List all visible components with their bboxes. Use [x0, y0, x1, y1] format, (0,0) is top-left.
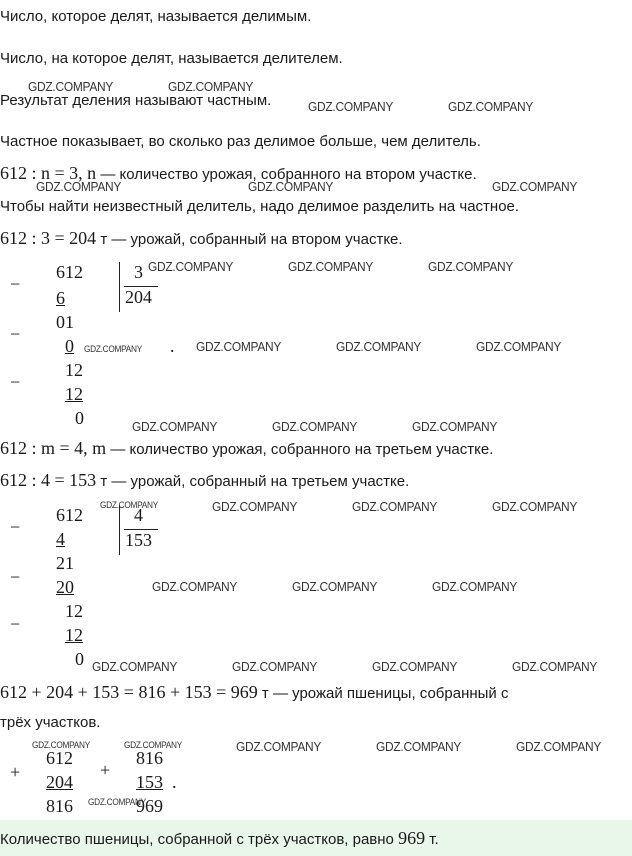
- minus-sign: −: [10, 614, 21, 634]
- result-text: т — урожай, собранный на третьем участке.: [96, 473, 410, 490]
- watermark: GDZ.COMPANY: [124, 740, 183, 750]
- subtrahend: 6: [56, 288, 65, 308]
- watermark: GDZ.COMPANY: [476, 339, 562, 354]
- addend: 612: [46, 748, 73, 768]
- watermark: GDZ.COMPANY: [100, 500, 159, 510]
- division-bar: [119, 262, 120, 312]
- watermark: GDZ.COMPANY: [236, 739, 322, 754]
- watermark: GDZ.COMPANY: [372, 659, 458, 674]
- divisor: 4: [134, 505, 143, 525]
- watermark: GDZ.COMPANY: [272, 419, 358, 434]
- result-text: т — урожай, собранный на втором участке.: [96, 231, 403, 248]
- minus-sign: −: [10, 324, 21, 344]
- watermark: GDZ.COMPANY: [512, 659, 598, 674]
- addend: 204: [46, 772, 73, 792]
- watermark: GDZ.COMPANY: [88, 797, 147, 807]
- watermark: GDZ.COMPANY: [36, 179, 122, 194]
- result-math: 612 : 4 = 153: [0, 470, 97, 490]
- remainder: 12: [65, 601, 83, 621]
- rule-quotient: Результат деления называют частным.: [0, 92, 272, 109]
- rule-divisor: Число, на которое делят, называется делителем.: [0, 50, 343, 67]
- watermark: GDZ.COMPANY: [428, 259, 514, 274]
- watermark: GDZ.COMPANY: [28, 79, 114, 94]
- watermark: GDZ.COMPANY: [212, 499, 298, 514]
- watermark: GDZ.COMPANY: [336, 339, 422, 354]
- answer-value: 969: [398, 828, 426, 848]
- remainder: 01: [56, 312, 74, 332]
- sum: 816: [46, 796, 73, 816]
- rule-quotient-meaning: Частное показывает, во сколько раз делимое больше, чем делитель.: [0, 133, 481, 150]
- result-third-plot: [0, 470, 409, 491]
- equation-math: 612 : m = 4, m: [0, 438, 107, 458]
- dividend: 612: [56, 262, 83, 282]
- remainder: 12: [65, 360, 83, 380]
- equation-text: — количество урожая, собранного на третьем участке.: [106, 441, 494, 458]
- watermark: GDZ.COMPANY: [288, 259, 374, 274]
- watermark: GDZ.COMPANY: [292, 579, 378, 594]
- subtrahend: 0: [65, 336, 74, 356]
- watermark: GDZ.COMPANY: [152, 579, 238, 594]
- period: .: [170, 336, 175, 356]
- watermark: GDZ.COMPANY: [196, 339, 282, 354]
- watermark: GDZ.COMPANY: [248, 179, 334, 194]
- addend: 816: [136, 748, 163, 768]
- subtrahend: 12: [65, 384, 83, 404]
- total-equation-cont: трёх участков.: [0, 714, 101, 731]
- answer: [0, 828, 439, 849]
- period: .: [172, 772, 177, 792]
- addend: 153: [136, 772, 163, 792]
- minus-sign: −: [10, 517, 21, 537]
- subtrahend: 20: [56, 577, 74, 597]
- watermark: GDZ.COMPANY: [516, 739, 602, 754]
- division-bar: [119, 505, 120, 555]
- watermark: GDZ.COMPANY: [32, 740, 91, 750]
- minus-sign: −: [10, 567, 21, 587]
- watermark: GDZ.COMPANY: [492, 179, 578, 194]
- watermark: GDZ.COMPANY: [376, 739, 462, 754]
- dividend: 612: [56, 505, 83, 525]
- watermark: GDZ.COMPANY: [132, 419, 218, 434]
- result-second-plot: [0, 228, 403, 249]
- watermark: GDZ.COMPANY: [308, 99, 394, 114]
- final-remainder: 0: [75, 408, 84, 428]
- watermark: GDZ.COMPANY: [448, 99, 534, 114]
- answer-text: Количество пшеницы, собранной с трёх участков, равно: [0, 831, 399, 848]
- total-text: т — урожай пшеницы, собранный с: [257, 685, 509, 702]
- total-math: 612 + 204 + 153 = 816 + 153 = 969: [0, 682, 258, 702]
- minus-sign: −: [10, 372, 21, 392]
- equation-math: 612 : n = 3, n: [0, 163, 97, 183]
- plus-sign: +: [100, 760, 111, 780]
- subtrahend: 4: [56, 529, 65, 549]
- watermark: GDZ.COMPANY: [432, 579, 518, 594]
- subtrahend: 12: [65, 625, 83, 645]
- sum: 969: [136, 796, 163, 816]
- watermark: GDZ.COMPANY: [84, 344, 143, 354]
- watermark: GDZ.COMPANY: [92, 659, 178, 674]
- quotient: 153: [125, 530, 152, 550]
- equation-third-plot: [0, 438, 493, 459]
- rule-dividend: Число, которое делят, называется делимым.: [0, 8, 312, 25]
- plus-sign: +: [10, 762, 21, 782]
- watermark: GDZ.COMPANY: [352, 499, 438, 514]
- result-math: 612 : 3 = 204: [0, 228, 97, 248]
- rule-unknown-divisor: Чтобы найти неизвестный делитель, надо делимое разделить на частное.: [0, 198, 520, 215]
- watermark: GDZ.COMPANY: [232, 659, 318, 674]
- divisor: 3: [134, 262, 143, 282]
- remainder: 21: [56, 553, 74, 573]
- final-remainder: 0: [75, 649, 84, 669]
- watermark: GDZ.COMPANY: [412, 419, 498, 434]
- equation-text: — количество урожая, собранного на втором участке.: [96, 166, 477, 183]
- watermark: GDZ.COMPANY: [148, 259, 234, 274]
- total-equation: [0, 682, 508, 703]
- watermark: GDZ.COMPANY: [492, 499, 578, 514]
- minus-sign: −: [10, 274, 21, 294]
- answer-unit: т.: [425, 831, 439, 848]
- quotient: 204: [125, 287, 152, 307]
- watermark: GDZ.COMPANY: [168, 79, 254, 94]
